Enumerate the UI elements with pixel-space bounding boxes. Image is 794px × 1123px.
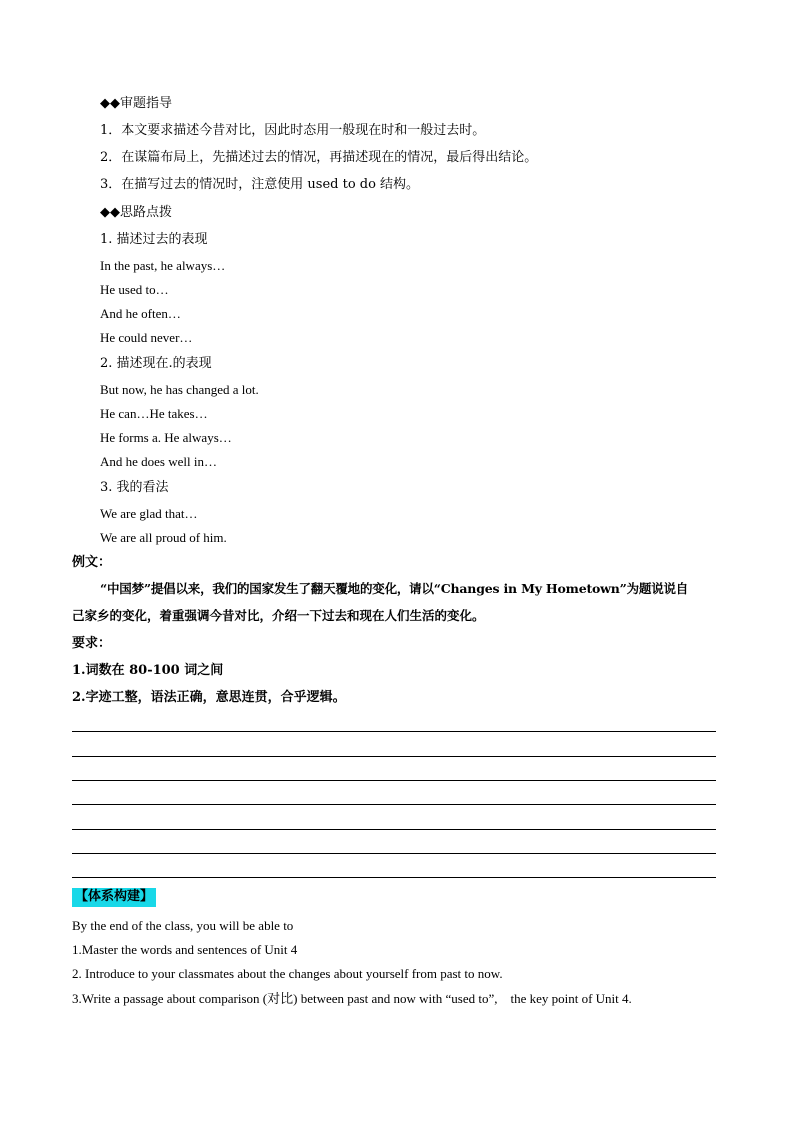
requirement-item: 2.字迹工整，语法正确，意思连贯，合乎逻辑。 <box>72 690 346 705</box>
system-item: 3.Write a passage about comparison (对比) between past and now with “used to”, the key point of Unit 4. <box>72 991 632 1006</box>
tips-section-title: 1. 描述过去的表现 <box>100 232 208 247</box>
tips-line: And he often… <box>100 306 181 321</box>
requirement-item: 1.词数在 80-100 词之间 <box>72 663 224 678</box>
writing-line <box>72 804 716 805</box>
guide-item: 2．在谋篇布局上，先描述过去的情况，再描述现在的情况，最后得出结论。 <box>100 150 538 165</box>
writing-line <box>72 780 716 781</box>
sample-prompt-line: “中国梦”提倡以来，我们的国家发生了翻天覆地的变化，请以“Changes in My Hometown”为题说说自 <box>100 581 689 596</box>
tips-line: We are all proud of him. <box>100 530 227 545</box>
tips-section-title: 3. 我的看法 <box>100 480 169 495</box>
tips-line: And he does well in… <box>100 454 217 469</box>
writing-line <box>72 877 716 878</box>
requirements-label: 要求： <box>72 636 112 651</box>
tips-line: He used to… <box>100 282 169 297</box>
writing-line <box>72 756 716 757</box>
system-tag: 【体系构建】 <box>72 888 156 907</box>
guide-heading: ◆◆审题指导 <box>100 96 172 111</box>
tips-line: He can…He takes… <box>100 406 208 421</box>
writing-line <box>72 731 716 732</box>
guide-item: 1．本文要求描述今昔对比，因此时态用一般现在时和一般过去时。 <box>100 123 486 138</box>
sample-prompt-line: 己家乡的变化，着重强调今昔对比，介绍一下过去和现在人们生活的变化。 <box>72 608 485 623</box>
system-item: 1.Master the words and sentences of Unit 4 <box>72 942 298 957</box>
system-intro: By the end of the class, you will be able to <box>72 918 294 933</box>
tips-heading: ◆◆思路点拨 <box>100 205 172 220</box>
writing-line <box>72 853 716 854</box>
tips-line: He could never… <box>100 330 193 345</box>
tips-line: But now, he has changed a lot. <box>100 382 259 397</box>
tips-section-title: 2. 描述现在.的表现 <box>100 356 212 371</box>
system-item: 2. Introduce to your classmates about the changes about yourself from past to now. <box>72 966 503 981</box>
sample-label: 例文： <box>72 555 112 570</box>
tips-line: He forms a. He always… <box>100 430 232 445</box>
writing-line <box>72 829 716 830</box>
tips-line: We are glad that… <box>100 506 198 521</box>
tips-line: In the past, he always… <box>100 258 226 273</box>
guide-item: 3．在描写过去的情况时，注意使用 used to do 结构。 <box>100 177 420 192</box>
